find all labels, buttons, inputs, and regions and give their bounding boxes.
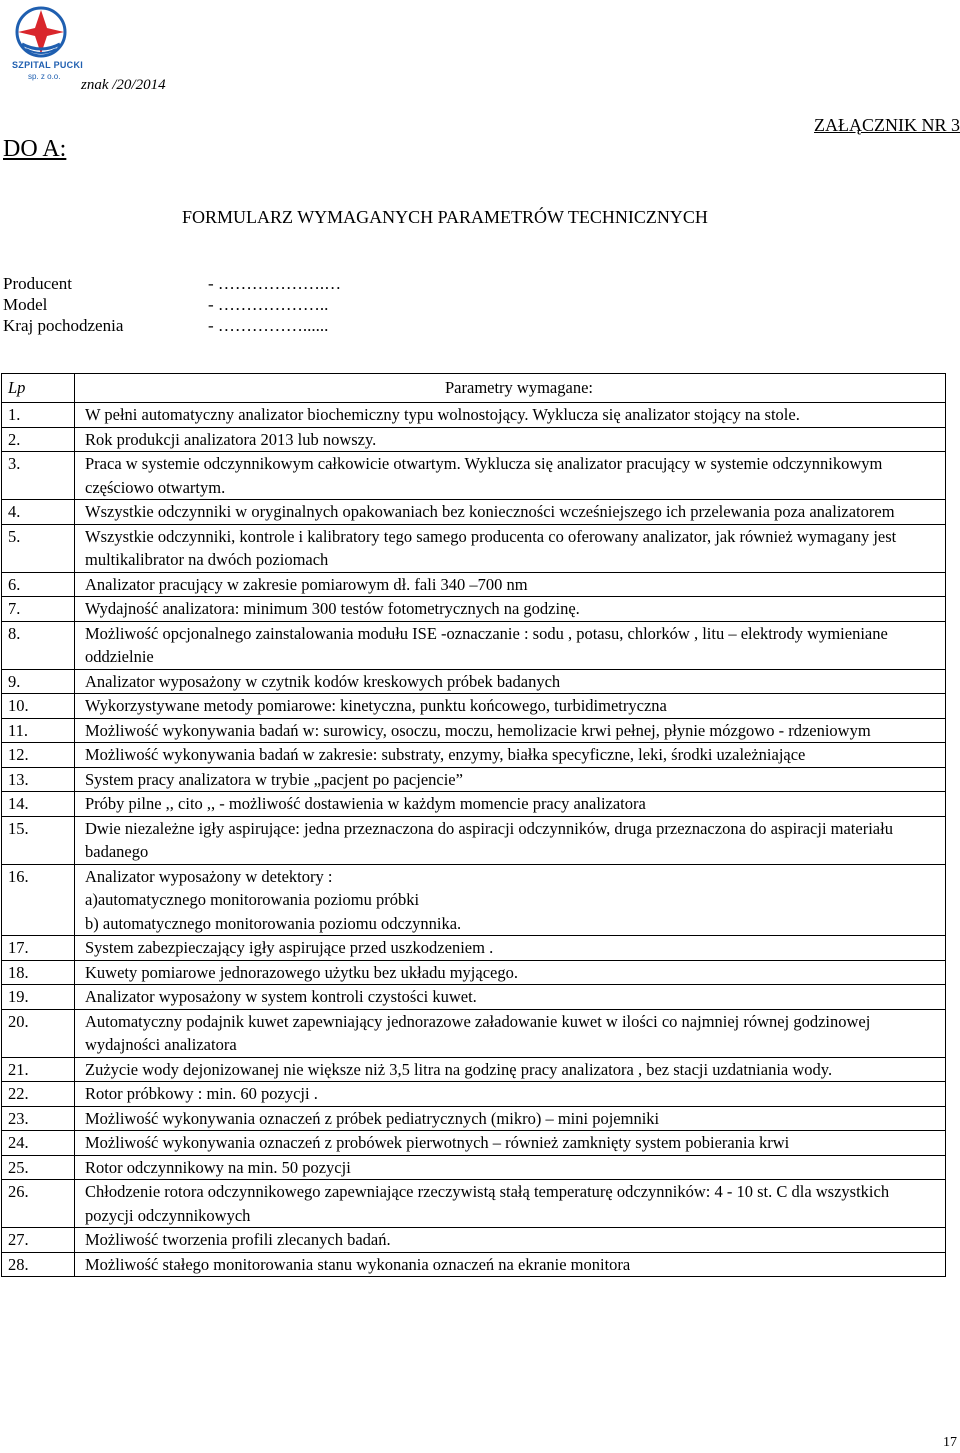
row-parameter: Możliwość wykonywania oznaczeń z probówek pierwotnych – również zamknięty system pobierania krwi <box>75 1131 946 1156</box>
row-number: 13. <box>2 767 75 792</box>
model-row <box>3 294 341 315</box>
row-parameter: W pełni automatyczny analizator biochemiczny typu wolnostojący. Wyklucza się analizator stojący na stole. <box>75 403 946 428</box>
row-number: 26. <box>2 1180 75 1228</box>
table-row <box>2 743 946 768</box>
row-number: 5. <box>2 524 75 572</box>
table-row <box>2 427 946 452</box>
attachment-label: ZAŁĄCZNIK NR 3 <box>814 115 960 135</box>
row-number: 22. <box>2 1082 75 1107</box>
row-parameter: Wszystkie odczynniki, kontrole i kalibratory tego samego producenta co oferowany analizator, jak również wymagany jest multikalibrator na dwóch poziomach <box>75 524 946 572</box>
row-parameter: Automatyczny podajnik kuwet zapewniający jednorazowe załadowanie kuwet w ilości co najmniej równej godzinowej wydajności analizatora <box>75 1009 946 1057</box>
row-parameter: Możliwość wykonywania badań w zakresie: substraty, enzymy, białka specyficzne, leki, środki uzależniające <box>75 743 946 768</box>
row-parameter: Analizator wyposażony w system kontroli czystości kuwet. <box>75 985 946 1010</box>
table-row <box>2 1131 946 1156</box>
table-row <box>2 524 946 572</box>
table-row <box>2 792 946 817</box>
row-parameter: System pracy analizatora w trybie „pacjent po pacjencie” <box>75 767 946 792</box>
table-row <box>2 621 946 669</box>
model-value: - ……………….. <box>208 295 329 314</box>
row-number: 20. <box>2 1009 75 1057</box>
table-row <box>2 718 946 743</box>
table-row <box>2 1106 946 1131</box>
row-number: 19. <box>2 985 75 1010</box>
producer-label: Producent <box>3 274 72 293</box>
table-row <box>2 500 946 525</box>
country-row <box>3 315 341 336</box>
row-number: 9. <box>2 669 75 694</box>
row-number: 15. <box>2 816 75 864</box>
row-parameter: Możliwość opcjonalnego zainstalowania modułu ISE -oznaczanie : sodu , potasu, chlorków , litu – elektrody wymieniane oddzielnie <box>75 621 946 669</box>
row-number: 3. <box>2 452 75 500</box>
column-header-params: Parametry wymagane: <box>75 374 946 403</box>
table-row <box>2 816 946 864</box>
row-parameter: Wykorzystywane metody pomiarowe: kinetyczna, punktu końcowego, turbidimetryczna <box>75 694 946 719</box>
model-label: Model <box>3 295 48 314</box>
table-row <box>2 669 946 694</box>
row-number: 11. <box>2 718 75 743</box>
row-number: 28. <box>2 1252 75 1277</box>
table-row <box>2 1228 946 1253</box>
table-row <box>2 1009 946 1057</box>
logo-subtext: sp. z o.o. <box>28 72 61 81</box>
row-parameter: Analizator wyposażony w detektory : a)automatycznego monitorowania poziomu próbki b) automatycznego monitorowania poziomu odczynnika. <box>75 864 946 936</box>
row-number: 14. <box>2 792 75 817</box>
table-row <box>2 767 946 792</box>
product-info <box>3 273 341 336</box>
row-number: 10. <box>2 694 75 719</box>
table-header-row <box>2 374 946 403</box>
row-parameter: Rotor próbkowy : min. 60 pozycji . <box>75 1082 946 1107</box>
row-number: 4. <box>2 500 75 525</box>
row-number: 17. <box>2 936 75 961</box>
table-row <box>2 452 946 500</box>
parameters-table <box>1 373 946 1277</box>
row-parameter: Możliwość wykonywania oznaczeń z próbek pediatrycznych (mikro) – mini pojemniki <box>75 1106 946 1131</box>
row-number: 1. <box>2 403 75 428</box>
table-row <box>2 960 946 985</box>
row-parameter: Dwie niezależne igły aspirujące: jedna przeznaczona do aspiracji odczynników, druga przeznaczona do aspiracji materiału badanego <box>75 816 946 864</box>
row-parameter: Możliwość tworzenia profili zlecanych badań. <box>75 1228 946 1253</box>
table-row <box>2 1180 946 1228</box>
table-row <box>2 864 946 936</box>
table-row <box>2 1082 946 1107</box>
row-parameter: Praca w systemie odczynnikowym całkowicie otwartym. Wyklucza się analizator pracujący w systemie odczynnikowym częściowo otwartym. <box>75 452 946 500</box>
row-number: 12. <box>2 743 75 768</box>
table-row <box>2 572 946 597</box>
row-parameter: Próby pilne ,, cito ,, - możliwość dostawienia w każdym momencie pracy analizatora <box>75 792 946 817</box>
row-number: 24. <box>2 1131 75 1156</box>
row-number: 18. <box>2 960 75 985</box>
table-row <box>2 985 946 1010</box>
table-row <box>2 936 946 961</box>
row-parameter: Rotor odczynnikowy na min. 50 pozycji <box>75 1155 946 1180</box>
table-row <box>2 1252 946 1277</box>
logo-emblem-icon <box>8 4 74 64</box>
country-value: - ……………...... <box>208 316 329 335</box>
table-row <box>2 1155 946 1180</box>
row-parameter: Kuwety pomiarowe jednorazowego użytku bez układu myjącego. <box>75 960 946 985</box>
row-number: 21. <box>2 1057 75 1082</box>
row-number: 25. <box>2 1155 75 1180</box>
row-parameter: Chłodzenie rotora odczynnikowego zapewniające rzeczywistą stałą temperaturę odczynników: 4 - 10 st. C dla wszystkich pozycji odczynnikowych <box>75 1180 946 1228</box>
row-parameter: Możliwość wykonywania badań w: surowicy, osoczu, moczu, hemolizacie krwi pełnej, płynie mózgowo - rdzeniowym <box>75 718 946 743</box>
table-row <box>2 597 946 622</box>
row-number: 23. <box>2 1106 75 1131</box>
column-header-lp: Lp <box>2 374 75 403</box>
row-parameter: Wydajność analizatora: minimum 300 testów fotometrycznych na godzinę. <box>75 597 946 622</box>
reference-number: znak /20/2014 <box>81 77 166 93</box>
page-number: 17 <box>943 1435 957 1450</box>
row-number: 27. <box>2 1228 75 1253</box>
row-number: 16. <box>2 864 75 936</box>
row-parameter: Analizator pracujący w zakresie pomiarowym dł. fali 340 –700 nm <box>75 572 946 597</box>
producer-row <box>3 273 341 294</box>
row-parameter: Zużycie wody dejonizowanej nie większe niż 3,5 litra na godzinę pracy analizatora , bez stacji uzdatniania wody. <box>75 1057 946 1082</box>
table-row <box>2 694 946 719</box>
row-parameter: Wszystkie odczynniki w oryginalnych opakowaniach bez konieczności wcześniejszego ich przelewania poza analizatorem <box>75 500 946 525</box>
table-row <box>2 403 946 428</box>
row-parameter: System zabezpieczający igły aspirujące przed uszkodzeniem . <box>75 936 946 961</box>
logo-text: SZPITAL PUCKI <box>12 60 84 70</box>
row-parameter: Rok produkcji analizatora 2013 lub nowszy. <box>75 427 946 452</box>
row-number: 7. <box>2 597 75 622</box>
row-number: 2. <box>2 427 75 452</box>
table-row <box>2 1057 946 1082</box>
producer-value: - ……………….… <box>208 274 342 293</box>
country-label: Kraj pochodzenia <box>3 316 124 335</box>
row-parameter: Możliwość stałego monitorowania stanu wykonania oznaczeń na ekranie monitora <box>75 1252 946 1277</box>
row-number: 8. <box>2 621 75 669</box>
row-number: 6. <box>2 572 75 597</box>
form-title: FORMULARZ WYMAGANYCH PARAMETRÓW TECHNICZNYCH <box>182 207 708 227</box>
addressee-heading: DO A: <box>3 136 67 162</box>
row-parameter: Analizator wyposażony w czytnik kodów kreskowych próbek badanych <box>75 669 946 694</box>
